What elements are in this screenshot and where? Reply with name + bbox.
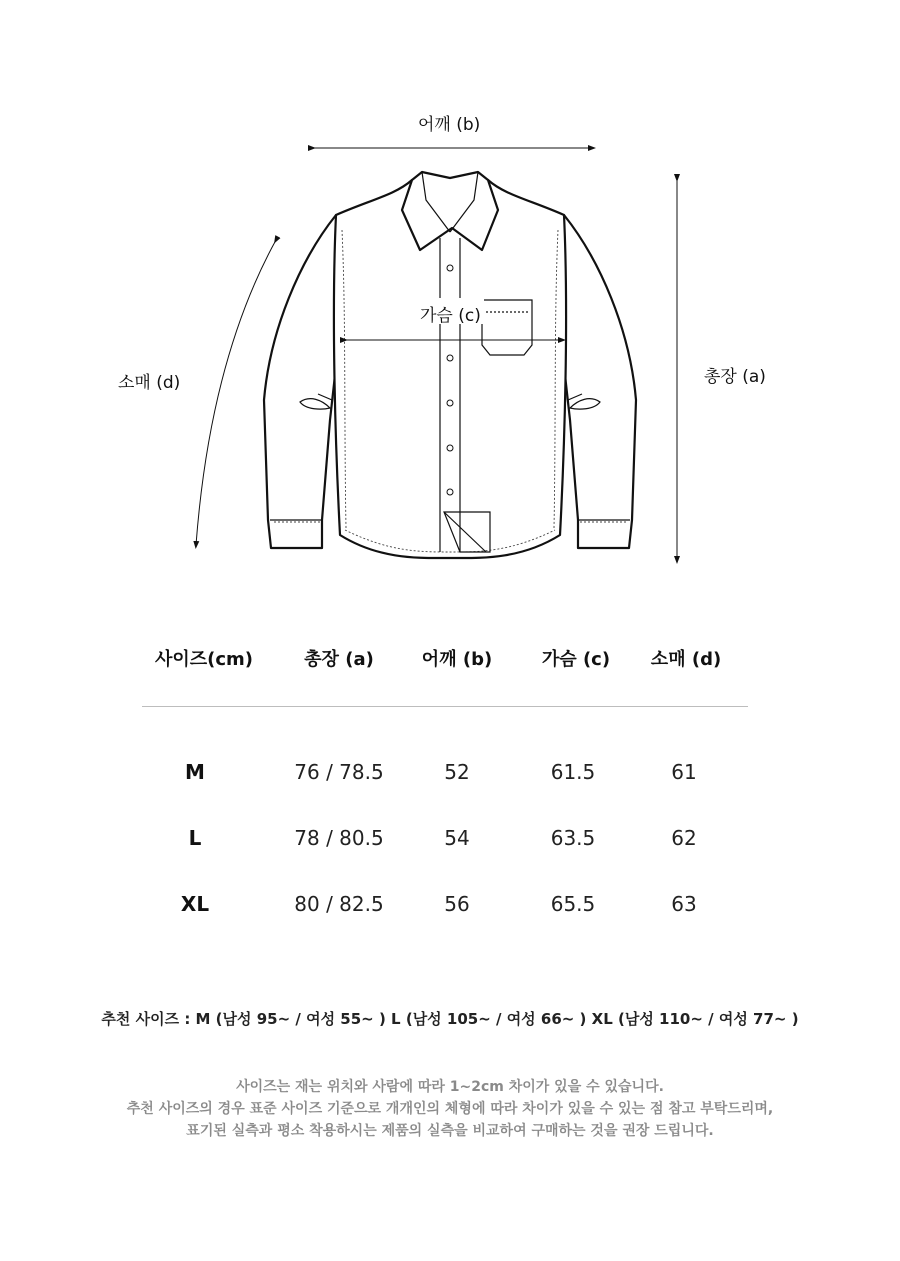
note-line: 사이즈는 재는 위치와 사람에 따라 1~2cm 차이가 있을 수 있습니다. [236,1079,664,1095]
shirt-diagram [0,0,900,600]
table-cell-sleeve: 62 [671,826,697,850]
note-line: 표기된 실측과 평소 착용하시는 제품의 실측을 비교하여 구매하는 것을 권장 드립니다. [186,1123,714,1139]
table-cell-length: 80 / 82.5 [294,892,384,916]
label-shoulder: 어깨 (b) [418,115,481,135]
table-cell-length: 76 / 78.5 [294,760,384,784]
label-length: 총장 (a) [704,367,766,387]
header-sleeve: 소매 (d) [650,649,722,670]
table-cell-shoulder: 54 [444,826,470,850]
recommended-size: 추천 사이즈 : M (남성 95~ / 여성 55~ ) L (남성 105~ / 여성 66~ ) XL (남성 110~ / 여성 77~ ) [101,1010,799,1028]
shirt-illustration [0,0,900,600]
table-cell-length: 78 / 80.5 [294,826,384,850]
table-cell-chest: 65.5 [550,892,596,916]
note-line: 추천 사이즈의 경우 표준 사이즈 기준으로 개개인의 체형에 따라 차이가 있을 수 있는 점 참고 부탁드리며, [126,1101,774,1117]
header-chest: 가슴 (c) [541,649,611,670]
table-cell-shoulder: 52 [444,760,470,784]
table-cell-sleeve: 63 [671,892,697,916]
table-cell-shoulder: 56 [444,892,470,916]
table-cell-chest: 63.5 [550,826,596,850]
table-cell-size: XL [180,892,210,916]
label-chest: 가슴 (c) [420,306,481,326]
table-cell-sleeve: 61 [671,760,697,784]
header-length: 총장 (a) [304,649,374,670]
label-sleeve: 소매 (d) [118,373,181,393]
header-divider [142,706,748,707]
header-size: 사이즈(cm) [154,649,254,670]
header-shoulder: 어깨 (b) [421,649,493,670]
size-notes [0,1076,900,1142]
table-cell-chest: 61.5 [550,760,596,784]
table-cell-size: L [188,826,202,850]
shirt-outline [264,172,636,558]
table-cell-size: M [185,760,205,784]
